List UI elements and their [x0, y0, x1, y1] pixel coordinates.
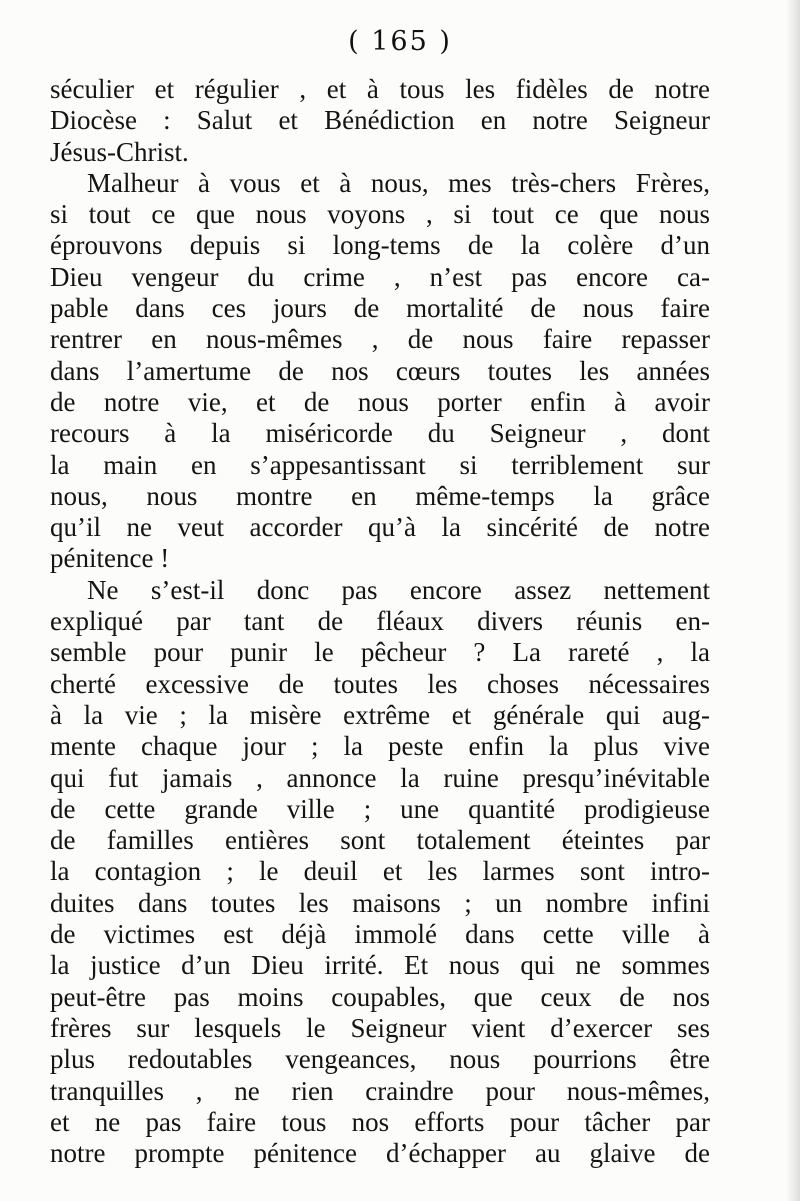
text-line: Jésus-Christ.	[50, 136, 189, 167]
text-line: recours à la miséricorde du Seigneur , dont	[50, 418, 710, 449]
text-line: séculier et régulier , et à tous les fidèles de notre	[50, 74, 710, 104]
text-line: Malheur à vous et à nous, mes très-chers Frères,	[87, 167, 710, 198]
text-line: pable dans ces jours de mortalité de nous faire	[50, 293, 710, 324]
text-line: à la vie ; la misère extrême et générale qui aug-	[50, 699, 710, 730]
text-line: la contagion ; le deuil et les larmes sont intro-	[50, 856, 710, 887]
text-line: duites dans toutes les maisons ; un nombre infini	[50, 887, 710, 918]
text-line: dans l’amertume de nos cœurs toutes les années	[50, 355, 710, 386]
text-line: semble pour punir le pêcheur ? La rareté , la	[50, 637, 710, 668]
text-line: si tout ce que nous voyons , si tout ce que nous	[50, 199, 710, 230]
text-line: de cette grande ville ; une quantité prodigieuse	[50, 793, 710, 824]
text-line: rentrer en nous-mêmes , de nous faire repasser	[50, 324, 710, 355]
text-line: notre prompte pénitence d’échapper au glaive de	[50, 1138, 710, 1169]
text-line: de victimes est déjà immolé dans cette ville à	[50, 919, 710, 950]
text-line: qu’il ne veut accorder qu’à la sincérité de notre	[50, 512, 710, 543]
text-line: Diocèse : Salut et Bénédiction en notre Seigneur	[50, 105, 710, 136]
text-line: tranquilles , ne rien craindre pour nous-mêmes,	[50, 1075, 710, 1106]
text-line: de notre vie, et de nous porter enfin à avoir	[50, 386, 710, 417]
page-number: ( 165 )	[348, 26, 452, 57]
text-line: la justice d’un Dieu irrité. Et nous qui ne sommes	[50, 950, 710, 981]
text-line: plus redoutables vengeances, nous pourrions être	[50, 1044, 710, 1075]
text-line: éprouvons depuis si long-tems de la colère d’un	[50, 230, 710, 261]
text-line: Dieu vengeur du crime , n’est pas encore ca-	[50, 261, 710, 292]
text-line: peut-être pas moins coupables, que ceux de nos	[50, 981, 710, 1012]
text-line: cherté excessive de toutes les choses nécessaires	[50, 668, 710, 699]
text-line: mente chaque jour ; la peste enfin la plus vive	[50, 731, 710, 762]
text-line: expliqué par tant de fléaux divers réunis en-	[50, 606, 710, 637]
text-line: frères sur lesquels le Seigneur vient d’exercer ses	[50, 1012, 710, 1043]
text-line: qui fut jamais , annonce la ruine presqu’inévitable	[50, 762, 710, 793]
text-line: Ne s’est-il donc pas encore assez nettement	[87, 574, 710, 605]
text-line: de familles entières sont totalement éteintes par	[50, 825, 710, 856]
body-text	[50, 74, 710, 1169]
text-line: et ne pas faire tous nos efforts pour tâcher par	[50, 1106, 710, 1137]
text-line: nous, nous montre en même-temps la grâce	[50, 480, 710, 511]
text-line: pénitence !	[50, 543, 170, 574]
text-line: la main en s’appesantissant si terriblement sur	[50, 449, 710, 480]
page-edge-shadow	[786, 0, 800, 1201]
